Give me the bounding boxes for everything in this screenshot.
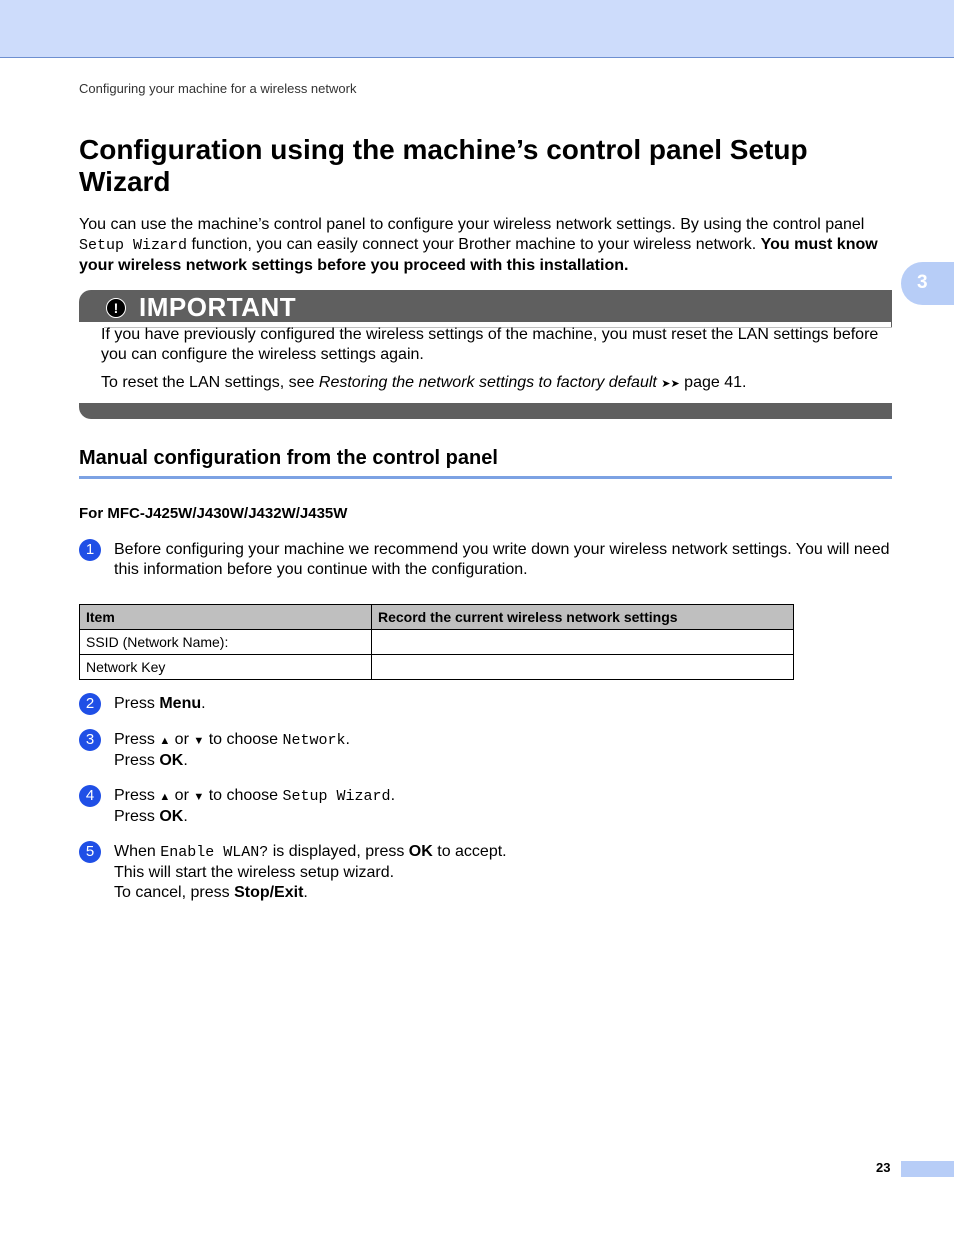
step-4-end: .	[390, 787, 396, 804]
chapter-number: 3	[917, 272, 928, 293]
down-arrow-icon: ▼	[193, 791, 205, 803]
important-para-2	[101, 373, 891, 394]
table-cell-value	[372, 630, 794, 655]
lcd-option-network: Network	[282, 732, 346, 749]
step-1-text: Before configuring your machine we recommend you write down your wireless network settings. You will need this information before you continue with the configuration.	[114, 541, 890, 578]
page-footer-tab	[901, 1161, 954, 1177]
running-head: Configuring your machine for a wireless network	[79, 81, 357, 96]
exclamation-icon: !	[106, 298, 126, 318]
step-3-or: or	[170, 731, 194, 748]
important-header	[79, 290, 892, 322]
step-3-line2: Press	[114, 752, 160, 769]
step-2-text	[114, 694, 894, 714]
step-2-text-a: Press	[114, 695, 160, 712]
model-subheading: For MFC-J425W/J430W/J432W/J435W	[79, 505, 348, 522]
important-body	[101, 325, 891, 402]
ok-key-label: OK	[408, 843, 433, 860]
step-3-text	[114, 730, 894, 771]
table-cell-label: SSID (Network Name):	[80, 630, 372, 655]
table-header-item: Item	[80, 605, 372, 630]
step-4-press: Press	[114, 787, 160, 804]
ok-key-label: OK	[159, 752, 184, 769]
step-5-when: When	[114, 843, 161, 860]
intro-code-setup-wizard: Setup Wizard	[79, 237, 188, 254]
table-cell-value	[372, 655, 794, 680]
step-3-press: Press	[114, 731, 160, 748]
intro-text-a: You can use the machine’s control panel to configure your wireless network settings. By using the control panel	[79, 216, 865, 233]
step-number-icon: 3	[79, 729, 101, 751]
step-number-icon: 1	[79, 539, 101, 561]
page-number: 23	[876, 1160, 891, 1175]
intro-paragraph	[79, 215, 894, 276]
section-heading: Manual configuration from the control panel	[79, 444, 892, 479]
step-3-line2-end: .	[183, 752, 188, 769]
important-title: IMPORTANT	[139, 292, 297, 322]
table-header-record: Record the current wireless network settings	[372, 605, 794, 630]
menu-key-label: Menu	[159, 695, 202, 712]
intro-bold-warning: You must know your wireless network settings before you proceed with this installation.	[79, 236, 878, 274]
step-5-text	[114, 842, 894, 903]
intro-text-b: function, you can easily connect your Brother machine to your wireless network.	[187, 236, 761, 253]
top-header-band	[0, 0, 954, 58]
lcd-message-enable-wlan: Enable WLAN?	[160, 844, 269, 861]
table-cell-label: Network Key	[80, 655, 372, 680]
step-4-line2-end: .	[183, 808, 188, 825]
up-arrow-icon: ▲	[159, 735, 171, 747]
up-arrow-icon: ▲	[159, 791, 171, 803]
important-callout	[79, 290, 892, 420]
step-4-or: or	[170, 787, 194, 804]
step-5-mid: is displayed, press	[268, 843, 409, 860]
table-row	[80, 630, 794, 655]
step-number-icon: 5	[79, 841, 101, 863]
step-4-choose: to choose	[204, 787, 283, 804]
double-arrow-icon: ➤➤	[661, 378, 680, 390]
table-header-row	[80, 605, 794, 630]
step-3-choose: to choose	[204, 731, 283, 748]
step-5-line3: To cancel, press	[114, 884, 235, 901]
step-3-end: .	[345, 731, 350, 748]
step-5-line3-end: .	[303, 884, 308, 901]
lcd-option-setup-wizard: Setup Wizard	[282, 788, 391, 805]
step-number-icon: 2	[79, 693, 101, 715]
table-row	[80, 655, 794, 680]
stop-exit-key-label: Stop/Exit	[234, 884, 304, 901]
step-2-text-b: .	[201, 695, 206, 712]
ok-key-label: OK	[159, 808, 184, 825]
important-para-2-text: To reset the LAN settings, see	[101, 374, 319, 391]
page-title: Configuration using the machine’s control panel Setup Wizard	[79, 134, 808, 197]
step-number-icon: 4	[79, 785, 101, 807]
important-link-restore-defaults[interactable]: Restoring the network settings to factory default	[318, 374, 657, 391]
step-4-text	[114, 786, 894, 827]
step-5-end: to accept.	[432, 843, 507, 860]
important-footer	[79, 403, 892, 419]
step-4-line2: Press	[114, 808, 160, 825]
chapter-tab	[901, 262, 954, 305]
important-page-ref: page 41.	[679, 374, 747, 391]
wireless-settings-table	[79, 604, 794, 680]
important-para-1: If you have previously configured the wireless settings of the machine, you must reset the LAN settings before you can configure the wireless settings again.	[101, 326, 879, 363]
step-5-line2: This will start the wireless setup wizard.	[114, 864, 395, 881]
down-arrow-icon: ▼	[193, 735, 205, 747]
